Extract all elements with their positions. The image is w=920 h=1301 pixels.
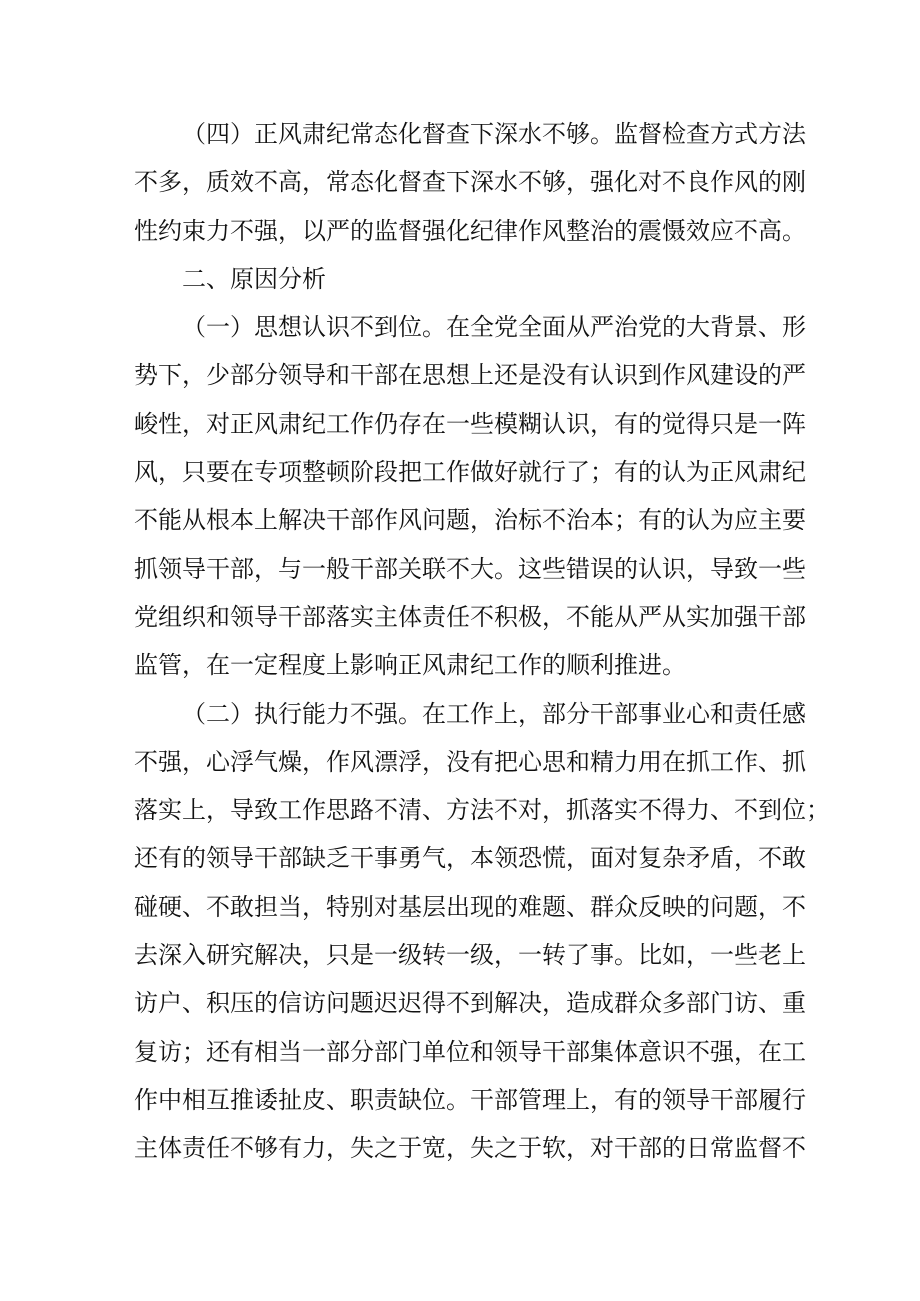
body-text-line: 性约束力不强，以严的监督强化纪律作风整治的震慑效应不高。 bbox=[134, 216, 806, 245]
body-text-line: 不强，心浮气燥，作风漂浮，没有把心思和精力用在抓工作、抓 bbox=[134, 747, 806, 776]
section-heading-cause-analysis: 二、原因分析 bbox=[182, 264, 326, 293]
paragraph-two-heading-line: （二）执行能力不强。在工作上，部分干部事业心和责任感 bbox=[182, 699, 806, 728]
paragraph-one-heading-line: （一）思想认识不到位。在全党全面从严治党的大背景、形 bbox=[182, 313, 806, 342]
body-text-line: 主体责任不够有力，失之于宽，失之于软，对干部的日常监督不 bbox=[134, 1134, 806, 1163]
body-text-line: 党组织和领导干部落实主体责任不积极，不能从严从实加强干部 bbox=[134, 602, 806, 631]
body-text-line: 监管，在一定程度上影响正风肃纪工作的顺利推进。 bbox=[134, 651, 686, 680]
body-text-line: 势下，少部分领导和干部在思想上还是没有认识到作风建设的严 bbox=[134, 361, 806, 390]
body-text-line: 还有的领导干部缺乏干事勇气，本领恐慌，面对复杂矛盾，不敢 bbox=[134, 844, 806, 873]
body-text-line: 落实上，导致工作思路不清、方法不对，抓落实不得力、不到位； bbox=[134, 796, 830, 825]
document-body bbox=[134, 110, 830, 1173]
body-text-line: 峻性，对正风肃纪工作仍存在一些模糊认识，有的觉得只是一阵 bbox=[134, 409, 806, 438]
body-text-line: 访户、积压的信访问题迟迟得不到解决，造成群众多部门访、重 bbox=[134, 989, 806, 1018]
body-text-line: 去深入研究解决，只是一级转一级，一转了事。比如，一些老上 bbox=[134, 941, 806, 970]
body-text-line: 作中相互推诿扯皮、职责缺位。干部管理上，有的领导干部履行 bbox=[134, 1085, 806, 1114]
body-text-line: 碰硬、不敢担当，特别对基层出现的难题、群众反映的问题，不 bbox=[134, 892, 806, 921]
body-text-line: 风，只要在专项整顿阶段把工作做好就行了；有的认为正风肃纪 bbox=[134, 458, 806, 487]
body-text-line: 抓领导干部，与一般干部关联不大。这些错误的认识，导致一些 bbox=[134, 554, 806, 583]
body-text-line: 复访；还有相当一部分部门单位和领导干部集体意识不强，在工 bbox=[134, 1037, 806, 1066]
paragraph-four-heading-line: （四）正风肃纪常态化督查下深水不够。监督检查方式方法 bbox=[182, 120, 806, 148]
body-text-line: 不能从根本上解决干部作风问题，治标不治本；有的认为应主要 bbox=[134, 506, 806, 535]
body-text-line: 不多，质效不高，常态化督查下深水不够，强化对不良作风的刚 bbox=[134, 168, 806, 197]
